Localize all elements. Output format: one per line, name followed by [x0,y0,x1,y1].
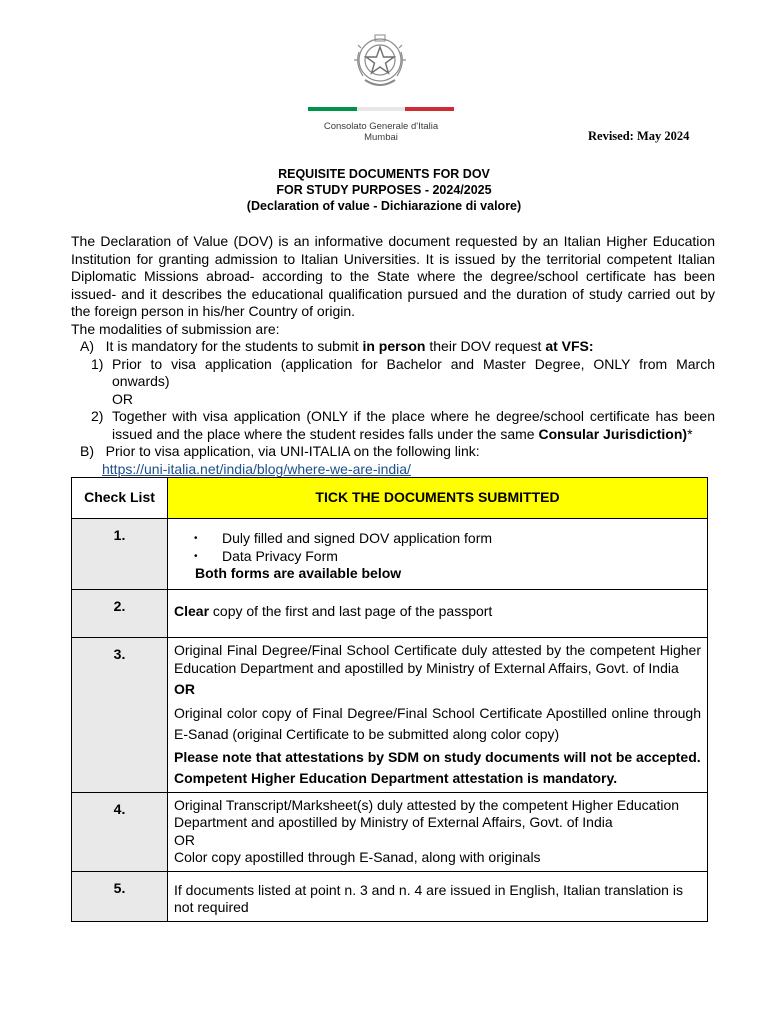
translation-text: If documents listed at point n. 3 and n. 4 are issued in English, Italian translation is not required [174,881,683,915]
modality-b [71,443,715,461]
row-content [168,871,708,921]
header-check-list: Check List [72,478,168,519]
table-row [72,519,708,590]
modality-a-label: A) [80,338,94,354]
modality-b-text: Prior to visa application, via UNI-ITALIA on the following link: [105,443,480,459]
table-row [72,871,708,921]
option-2 [71,408,715,443]
list-item-text: Duly filled and signed DOV application form [222,530,493,546]
modality-a-bold1: in person [362,338,426,354]
row-content [168,590,708,638]
modalities-heading: The modalities of submission are: [71,320,280,337]
option-2-text-wrap [112,408,715,443]
option-2-bold: Consular Jurisdiction) [538,425,688,442]
row-number: 3. [72,638,168,793]
option-1-text: Prior to visa application (application for Bachelor and Master Degree, ONLY from March onwards) [112,355,715,389]
list-item [174,530,701,548]
italian-flag-stripe [308,107,454,111]
title-line3: (Declaration of value - Dichiarazione di valore) [246,199,522,213]
title-line1: REQUISITE DOCUMENTS FOR DOV [278,167,490,181]
modality-a [71,338,715,356]
row-number: 2. [72,590,168,638]
passport-text: copy of the first and last page of the passport [212,603,493,619]
row-content [168,792,708,871]
or-separator: OR [174,681,195,697]
row-number: 1. [72,519,168,590]
checklist-table [71,477,708,922]
consulate-name [308,121,454,143]
modality-b-label: B) [80,443,94,459]
uni-italia-link[interactable]: https://uni-italia.net/india/blog/where-we-are-india/ [102,460,411,477]
table-header-row [72,478,708,519]
esanad-copy-text: Color copy apostilled through E-Sanad, along with originals [174,849,541,865]
sdm-note: Please note that attestations by SDM on study documents will not be accepted. [174,748,701,765]
bullet-icon: • [194,550,198,562]
row-content [168,638,708,793]
modality-a-text: It is mandatory for the students to submit [105,338,359,354]
bullet-icon: • [194,533,198,544]
table-row [72,638,708,793]
option-1 [71,356,715,391]
row-content [168,519,708,590]
transcript-text: Original Transcript/Marksheet(s) duly attested by the competent Higher Education Department and apostilled by Ministry of External Affairs, Govt. of India [174,796,680,830]
consulate-line1: Consolato Generale d'Italia [323,121,439,132]
clear-bold: Clear [174,603,210,619]
title-line2: FOR STUDY PURPOSES - 2024/2025 [276,183,492,197]
attestation-note: Competent Higher Education Department attestation is mandatory. [174,770,618,786]
intro-section [71,233,715,478]
esanad-text: Original color copy of Final Degree/Final School Certificate Apostilled online through E-Sanad (original Certificate to be submitted along color copy) [174,704,701,742]
row-number: 5. [72,871,168,921]
letterhead [0,0,768,160]
italian-emblem-icon [351,30,409,92]
or-separator: OR [112,390,133,407]
option-2-num: 2) [91,408,104,424]
certificate-text: Original Final Degree/Final School Certificate duly attested by the competent Higher Education Department and apostilled by Ministry of External Affairs, Govt. of India [174,642,701,676]
modality-a-bold2: at VFS: [545,338,594,354]
modality-a-mid: their DOV request [429,338,542,354]
revised-date: Revised: May 2024 [588,129,690,143]
row-number: 4. [72,792,168,871]
list-item-text: Data Privacy Form [222,547,338,564]
option-2-text: Together with visa application (ONLY if the place where he degree/school certificate has been issued and the place where the student resides falls under the same [112,408,715,442]
forms-note: Both forms are available below [195,565,402,581]
list-item [174,548,701,566]
option-2-star: * [687,425,693,442]
consulate-line2: Mumbai [364,132,398,143]
table-row [72,590,708,638]
intro-paragraph: The Declaration of Value (DOV) is an informative document requested by an Italian Higher Education Institution for granting admission to Italian Universities. It is issued by the territorial competent Italian Diplomatic Missions abroad- according to the State where the degree/school certificate has been issued- and it describes the educational qualification pursued and the duration of study carried out by the foreign person in his/her Country of origin. [71,233,715,319]
table-row [72,792,708,871]
or-separator: OR [174,831,195,848]
document-title [0,166,768,214]
option-1-num: 1) [91,355,104,372]
header-tick-documents: TICK THE DOCUMENTS SUBMITTED [168,478,708,519]
